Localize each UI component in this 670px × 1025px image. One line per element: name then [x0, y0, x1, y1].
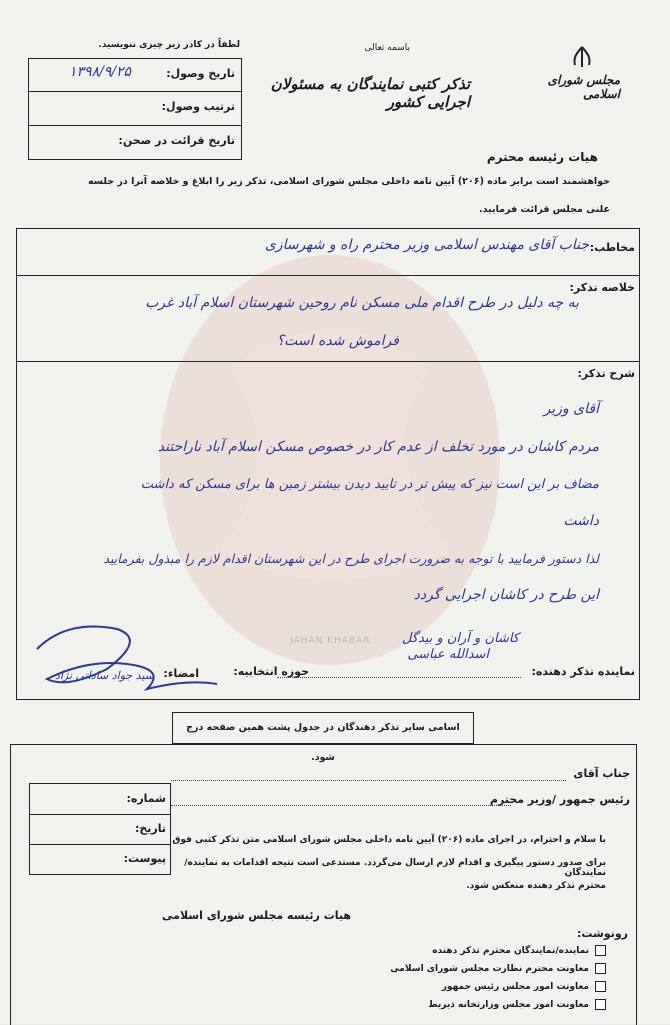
- reference-box: [29, 783, 171, 875]
- representative-value: اسدالله عباسی: [407, 647, 489, 662]
- to-label: جناب آقای: [573, 767, 630, 780]
- logo-text: مجلس شورای اسلامی: [547, 73, 620, 101]
- description-line-5: لذا دستور فرمایید با توجه به ضرورت اجرای طرح در این شهرستان اقدام لازم را مبذول بفرمایید: [103, 551, 599, 566]
- to-title: رئیس جمهور /وزیر محترم: [489, 793, 630, 806]
- registry-box: [28, 58, 242, 160]
- instruction-note: لطفاً در کادر زیر چیزی ننویسید.: [98, 40, 240, 50]
- watermark-text: JAHAN KHABAR: [290, 636, 371, 646]
- page-title: تذکر کتبی نمایندگان به مسئولان اجرایی کشور: [270, 75, 470, 111]
- description-line-4: داشت: [563, 513, 599, 529]
- cc-item: معاونت محترم نظارت مجلس شورای اسلامی: [390, 963, 606, 974]
- intro-heading: هیات رئیسه محترم: [486, 150, 598, 164]
- presidium-signature: هیات رئیسه مجلس شورای اسلامی: [162, 909, 351, 922]
- reading-date-label: تاریخ قرائت در صحن:: [118, 134, 235, 147]
- description-label: شرح تذکر:: [577, 367, 635, 380]
- referral-line-3: محترم تذکر دهنده منعکس شود.: [466, 881, 606, 891]
- cc-list: [306, 945, 606, 1025]
- cc-item: نماینده/نمایندگان محترم تذکر دهنده: [432, 945, 606, 956]
- parliament-logo: [545, 45, 620, 115]
- cc-item: معاونت امور مجلس رئیس جمهور: [442, 981, 606, 992]
- receipt-date-label: تاریخ وصول:: [166, 67, 235, 80]
- district-value: کاشان و آران و بیدگل: [401, 631, 519, 646]
- emblem-icon: [569, 45, 595, 69]
- addressee-value: جناب آقای مهندس اسلامی وزیر محترم راه و شهرسازی: [264, 237, 589, 253]
- cc-label: رونوشت:: [576, 927, 628, 940]
- checkbox-icon: [595, 945, 606, 956]
- signature-label: امضاء:: [163, 667, 199, 680]
- cc-item: معاونت امور مجلس وزارتخانه ذیربط: [428, 999, 606, 1010]
- intro-line2: علنی مجلس قرائت فرمایید.: [479, 204, 610, 215]
- summary-line-2: فراموش شده است؟: [276, 333, 399, 349]
- checkbox-icon: [595, 999, 606, 1010]
- signature-text: سید جواد ساداتی نژاد: [54, 669, 154, 682]
- description-line-3: مضاف بر این است نیز که پیش تر در تایید دیدن بیشتر زمین ها برای مسکن که داشت: [140, 477, 599, 492]
- checkbox-icon: [595, 963, 606, 974]
- ref-date-label: تاریخ:: [134, 822, 166, 835]
- receipt-order-label: ترتیب وصول:: [161, 100, 235, 113]
- referral-box: [10, 744, 637, 1025]
- basmala: باسمه تعالی: [364, 43, 410, 53]
- referral-line-2: برای صدور دستور پیگیری و اقدام لازم ارسال می‌گردد. مستدعی است نتیجه اقدامات به نماینده/نمایندگان: [184, 858, 606, 878]
- intro-line1: خواهشمند است برابر ماده (۲۰۶) آیین نامه داخلی مجلس شورای اسلامی، تذکر زیر را ابلاغ و خلاصه آنرا در جلسه: [87, 176, 610, 187]
- description-line-6: این طرح در کاشان اجرایی گردد: [413, 587, 599, 603]
- summary-label: خلاصه تذکر:: [569, 281, 635, 294]
- receipt-date-value: ۱۳۹۸/۹/۲۵: [69, 64, 132, 80]
- reminder-box: [16, 228, 640, 700]
- description-line-2: مردم کاشان در مورد تخلف از عدم کار در خصوص مسکن اسلام آباد ناراحتند: [157, 439, 599, 455]
- signature-scribble-icon: [27, 609, 227, 704]
- ref-attachment-label: پیوست:: [123, 852, 166, 865]
- referral-line-1: با سلام و احترام، در اجرای ماده (۲۰۶) آیین نامه داخلی مجلس شورای اسلامی متن تذکر کتبی فوق: [172, 835, 606, 845]
- checkbox-icon: [595, 981, 606, 992]
- addressee-label: مخاطب:: [589, 241, 635, 254]
- other-names-note: اسامی سایر تذکر دهندگان در جدول پشت همین صفحه درج شود.: [172, 712, 474, 744]
- representative-label: نماینده تذکر دهنده:: [531, 665, 635, 678]
- description-line-1: آقای وزیر: [543, 401, 599, 417]
- district-label: حوزه انتخابیه:: [233, 665, 309, 678]
- summary-line-1: به چه دلیل در طرح اقدام ملی مسکن نام روحین شهرستان اسلام آباد غرب: [145, 295, 579, 311]
- ref-number-label: شماره:: [126, 792, 166, 805]
